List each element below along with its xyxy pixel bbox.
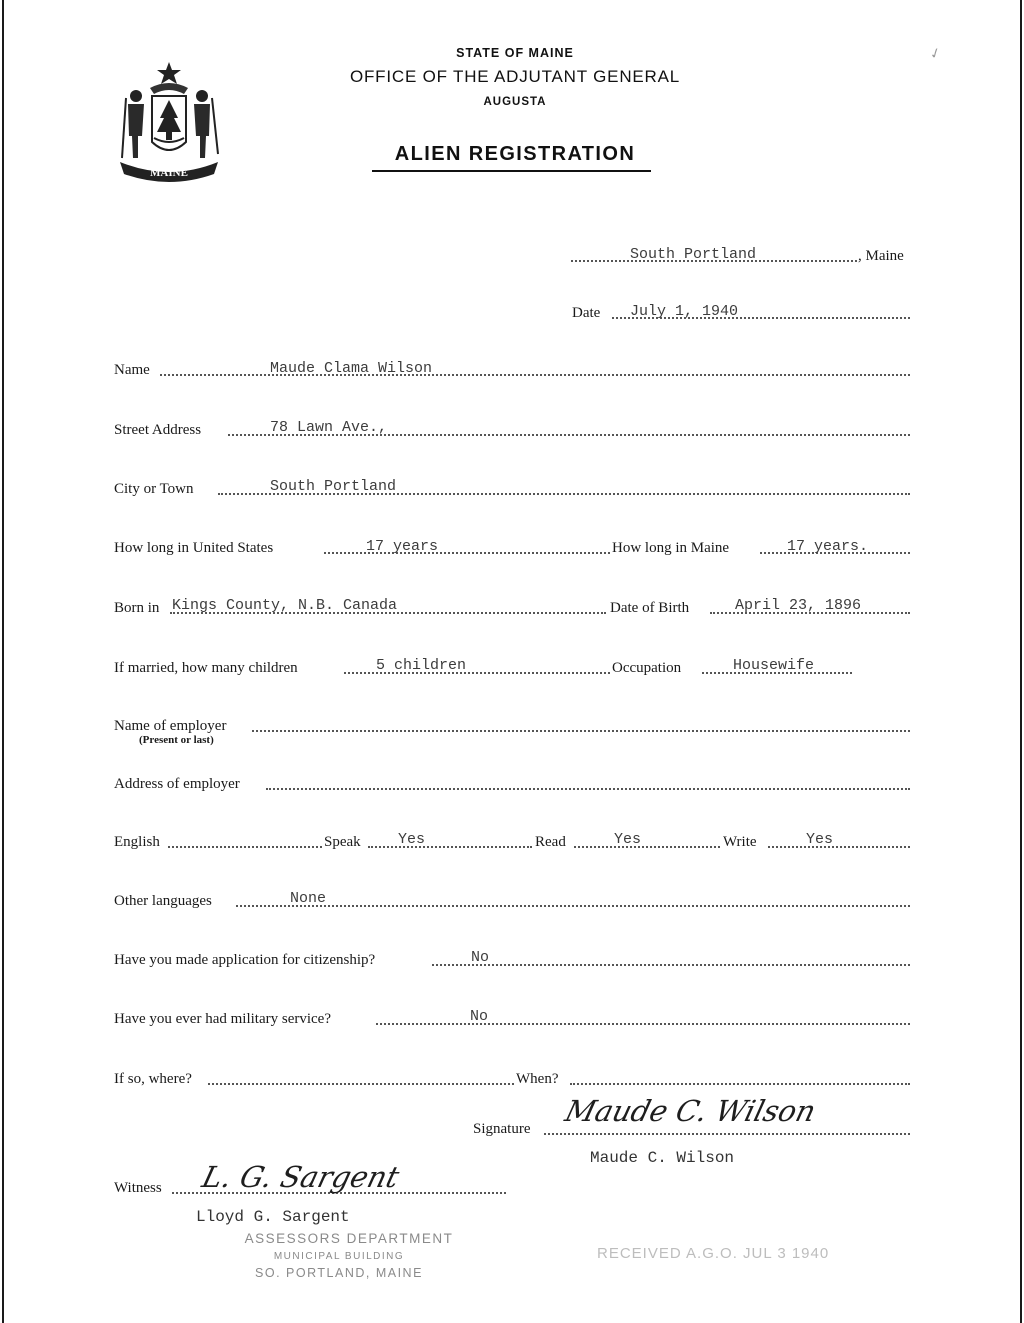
name-label: Name bbox=[114, 362, 150, 378]
children-label: If married, how many children bbox=[114, 660, 298, 676]
how-long-maine-label: How long in Maine bbox=[612, 540, 730, 556]
street-address-value[interactable]: 78 Lawn Ave., bbox=[270, 419, 388, 436]
office-heading: OFFICE OF THE ADJUTANT GENERAL bbox=[349, 67, 681, 86]
if-so-where-line[interactable] bbox=[208, 1083, 514, 1085]
date-value[interactable]: July 1, 1940 bbox=[630, 303, 739, 320]
occupation-label: Occupation bbox=[612, 660, 682, 676]
other-languages-value[interactable]: None bbox=[290, 890, 327, 907]
assessors-stamp-line1: ASSESSORS DEPARTMENT bbox=[244, 1231, 454, 1246]
date-of-birth-value[interactable]: April 23, 1896 bbox=[735, 597, 862, 614]
english-label: English bbox=[114, 834, 160, 850]
date-label: Date bbox=[572, 305, 601, 321]
employer-name-label: Name of employer bbox=[114, 718, 227, 734]
how-long-maine-value[interactable]: 17 years. bbox=[787, 538, 869, 555]
received-date-stamp: RECEIVED A.G.O. JUL 3 1940 bbox=[597, 1245, 830, 1262]
military-label: Have you ever had military service? bbox=[114, 1011, 331, 1027]
if-so-where-label: If so, where? bbox=[114, 1071, 192, 1087]
place-value[interactable]: South Portland bbox=[630, 246, 757, 263]
maine-state-seal-icon bbox=[114, 58, 224, 186]
signature-line bbox=[544, 1133, 910, 1135]
street-address-label: Street Address bbox=[114, 422, 202, 438]
signature-label: Signature bbox=[473, 1121, 531, 1137]
read-value[interactable]: Yes bbox=[614, 831, 642, 848]
write-label: Write bbox=[723, 834, 757, 850]
how-long-us-label: How long in United States bbox=[114, 540, 274, 556]
place-suffix: , Maine bbox=[858, 248, 904, 264]
citizenship-value[interactable]: No bbox=[471, 949, 490, 966]
page-title: ALIEN REGISTRATION bbox=[394, 143, 636, 165]
born-in-label: Born in bbox=[114, 600, 160, 616]
witness-handwritten-signature[interactable]: L. G. Sargent bbox=[198, 1160, 403, 1194]
name-value[interactable]: Maude Clama Wilson bbox=[270, 360, 433, 377]
assessors-stamp-line2: MUNICIPAL BUILDING bbox=[273, 1251, 405, 1262]
title-underline bbox=[372, 170, 651, 172]
handwritten-signature[interactable]: Maude C. Wilson bbox=[561, 1094, 820, 1128]
city-label: City or Town bbox=[114, 481, 194, 497]
check-mark-icon: ✓ bbox=[927, 45, 944, 64]
when-line[interactable] bbox=[570, 1083, 910, 1085]
citizenship-line bbox=[432, 964, 910, 966]
other-languages-line bbox=[236, 905, 910, 907]
employer-name-note: (Present or last) bbox=[139, 734, 214, 746]
other-languages-label: Other languages bbox=[114, 893, 212, 909]
assessors-stamp-line3: SO. PORTLAND, MAINE bbox=[255, 1266, 423, 1280]
city-heading: AUGUSTA bbox=[483, 96, 547, 108]
military-line bbox=[376, 1023, 910, 1025]
employer-name-line[interactable] bbox=[252, 730, 910, 732]
read-label: Read bbox=[535, 834, 566, 850]
witness-typed-name: Lloyd G. Sargent bbox=[196, 1208, 350, 1226]
state-heading: STATE OF MAINE bbox=[456, 46, 574, 60]
city-value[interactable]: South Portland bbox=[270, 478, 397, 495]
speak-label: Speak bbox=[324, 834, 361, 850]
children-value[interactable]: 5 children bbox=[376, 657, 467, 674]
read-line bbox=[574, 846, 720, 848]
witness-label: Witness bbox=[114, 1180, 162, 1196]
employer-address-label: Address of employer bbox=[114, 776, 240, 792]
born-in-value[interactable]: Kings County, N.B. Canada bbox=[172, 597, 398, 614]
speak-line bbox=[368, 846, 532, 848]
date-of-birth-label: Date of Birth bbox=[610, 600, 690, 616]
write-value[interactable]: Yes bbox=[806, 831, 834, 848]
occupation-value[interactable]: Housewife bbox=[733, 657, 815, 674]
citizenship-label: Have you made application for citizenship? bbox=[114, 952, 376, 968]
speak-value[interactable]: Yes bbox=[398, 831, 426, 848]
write-line bbox=[768, 846, 910, 848]
how-long-us-value[interactable]: 17 years bbox=[366, 538, 439, 555]
seal-banner-text: MAINE bbox=[150, 167, 188, 179]
employer-address-line[interactable] bbox=[266, 788, 910, 790]
typed-signature-name: Maude C. Wilson bbox=[590, 1149, 735, 1167]
when-label: When? bbox=[516, 1071, 559, 1087]
military-value[interactable]: No bbox=[470, 1008, 489, 1025]
english-line bbox=[168, 846, 322, 848]
